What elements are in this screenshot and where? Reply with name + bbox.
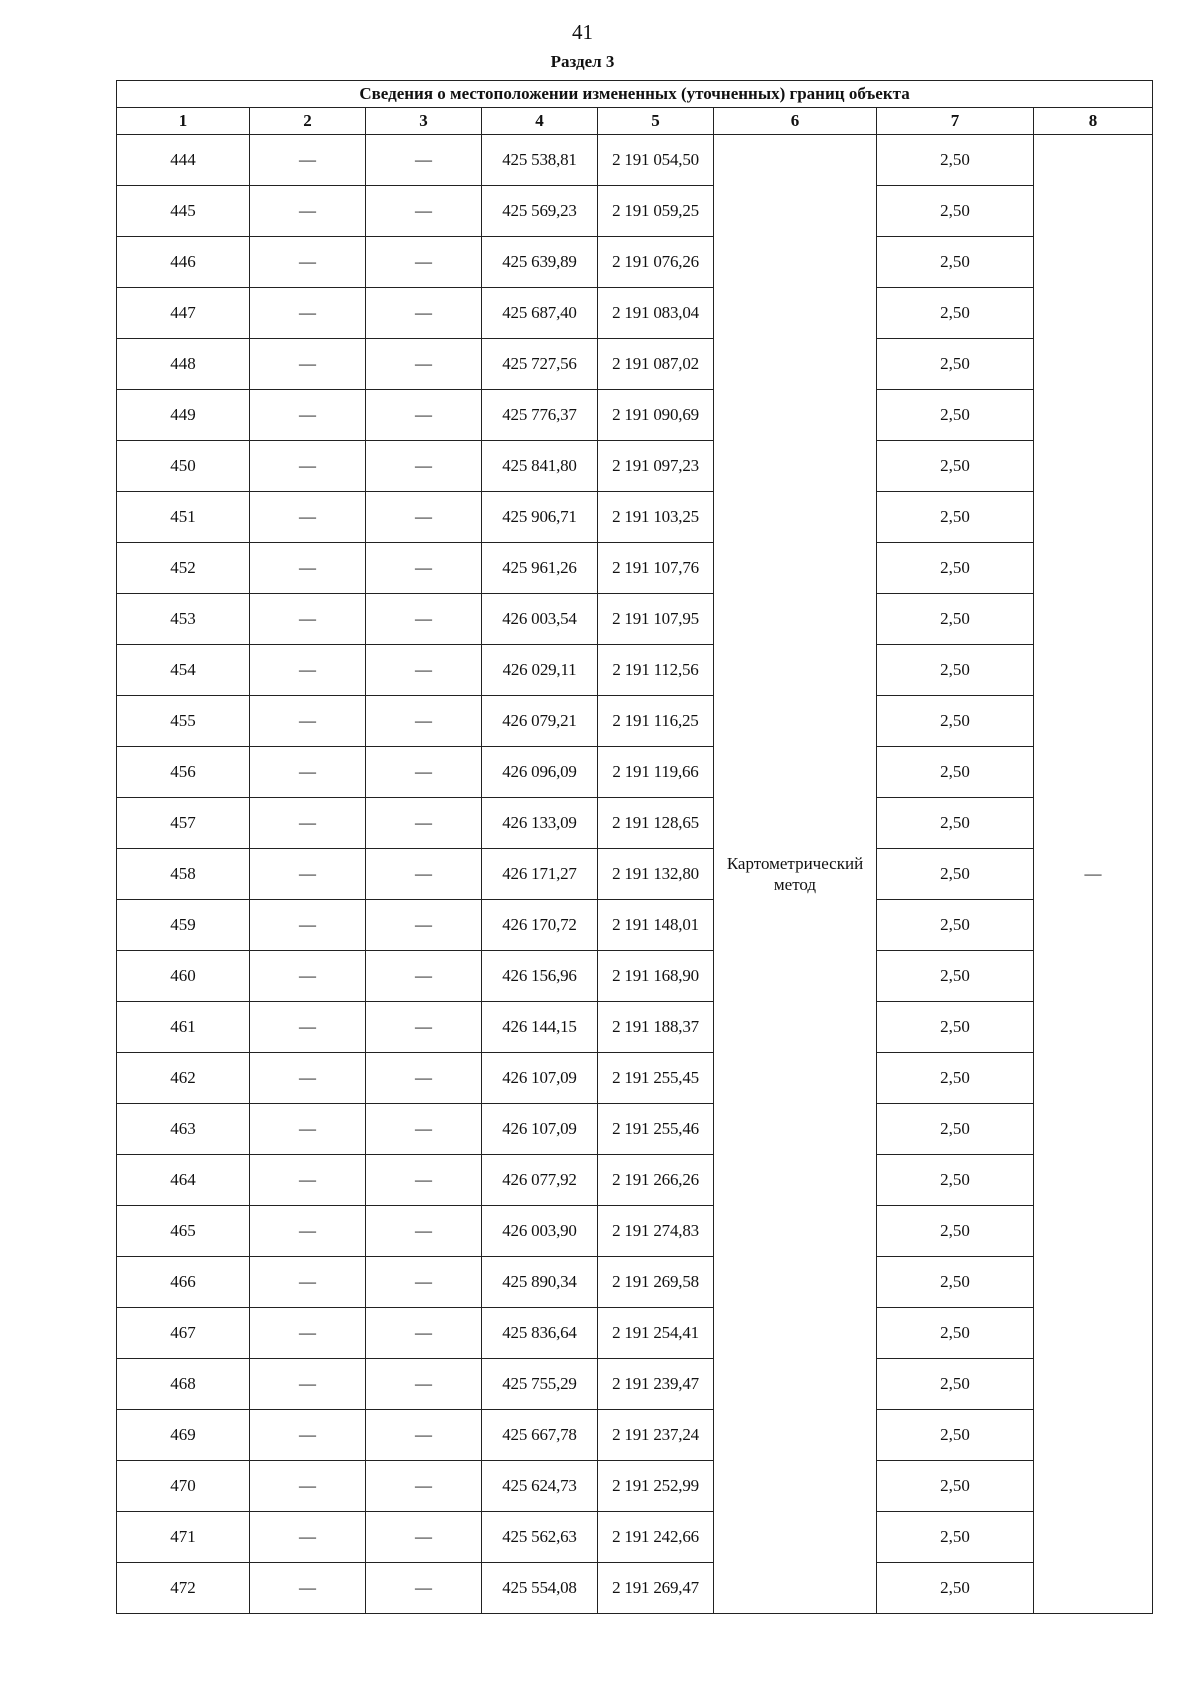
- section-title: Раздел 3: [550, 52, 615, 71]
- x-coordinate-cell: 425 906,71: [482, 492, 598, 543]
- point-number-cell: 452: [117, 543, 250, 594]
- x-coordinate-cell: 425 569,23: [482, 186, 598, 237]
- point-number-cell: 451: [117, 492, 250, 543]
- x-coordinate-cell: 426 170,72: [482, 900, 598, 951]
- y-coordinate-cell: 2 191 116,25: [598, 696, 714, 747]
- table-row: [117, 1257, 1153, 1308]
- accuracy-cell: 2,50: [877, 1155, 1034, 1206]
- table-row: [117, 186, 1153, 237]
- method-cell: Картометрический метод: [714, 135, 877, 1614]
- x-coordinate-cell: 425 755,29: [482, 1359, 598, 1410]
- y-coordinate-cell: 2 191 103,25: [598, 492, 714, 543]
- dash-cell: —: [366, 186, 482, 237]
- y-coordinate-cell: 2 191 239,47: [598, 1359, 714, 1410]
- dash-cell: —: [366, 951, 482, 1002]
- table-row: [117, 594, 1153, 645]
- accuracy-cell: 2,50: [877, 1257, 1034, 1308]
- dash-cell: —: [250, 390, 366, 441]
- accuracy-cell: 2,50: [877, 747, 1034, 798]
- table-row: [117, 1410, 1153, 1461]
- point-number-cell: 465: [117, 1206, 250, 1257]
- dash-cell: —: [366, 1308, 482, 1359]
- point-number-cell: 460: [117, 951, 250, 1002]
- column-number: 2: [250, 108, 366, 135]
- table-row: [117, 1053, 1153, 1104]
- dash-cell: —: [250, 1410, 366, 1461]
- table-row: [117, 1461, 1153, 1512]
- dash-cell: —: [366, 135, 482, 186]
- y-coordinate-cell: 2 191 188,37: [598, 1002, 714, 1053]
- boundary-coordinates-table: [116, 80, 1153, 1614]
- table-row: [117, 135, 1153, 186]
- dash-cell: —: [366, 1512, 482, 1563]
- point-number-cell: 454: [117, 645, 250, 696]
- point-number-cell: 462: [117, 1053, 250, 1104]
- dash-cell: —: [250, 1461, 366, 1512]
- point-number-cell: 458: [117, 849, 250, 900]
- table-row: [117, 1308, 1153, 1359]
- dash-cell: —: [366, 594, 482, 645]
- y-coordinate-cell: 2 191 076,26: [598, 237, 714, 288]
- table-caption: Сведения о местоположении измененных (уточненных) границ объекта: [117, 81, 1153, 108]
- table-caption-row: [117, 81, 1153, 108]
- dash-cell: —: [366, 237, 482, 288]
- y-coordinate-cell: 2 191 237,24: [598, 1410, 714, 1461]
- point-number-cell: 461: [117, 1002, 250, 1053]
- dash-cell: —: [250, 237, 366, 288]
- dash-cell: —: [366, 1053, 482, 1104]
- x-coordinate-cell: 425 961,26: [482, 543, 598, 594]
- dash-cell: —: [250, 135, 366, 186]
- dash-cell: —: [250, 1206, 366, 1257]
- x-coordinate-cell: 425 687,40: [482, 288, 598, 339]
- dash-cell: —: [366, 1461, 482, 1512]
- dash-cell: —: [366, 1002, 482, 1053]
- y-coordinate-cell: 2 191 128,65: [598, 798, 714, 849]
- dash-cell: —: [250, 645, 366, 696]
- accuracy-cell: 2,50: [877, 339, 1034, 390]
- table-row: [117, 747, 1153, 798]
- table-row: [117, 1206, 1153, 1257]
- point-number-cell: 457: [117, 798, 250, 849]
- accuracy-cell: 2,50: [877, 1308, 1034, 1359]
- table-row: [117, 849, 1153, 900]
- table-row: [117, 237, 1153, 288]
- table-row: [117, 1512, 1153, 1563]
- y-coordinate-cell: 2 191 242,66: [598, 1512, 714, 1563]
- dash-cell: —: [250, 543, 366, 594]
- dash-cell: —: [250, 339, 366, 390]
- accuracy-cell: 2,50: [877, 288, 1034, 339]
- y-coordinate-cell: 2 191 087,02: [598, 339, 714, 390]
- dash-cell: —: [250, 798, 366, 849]
- accuracy-cell: 2,50: [877, 1410, 1034, 1461]
- accuracy-cell: 2,50: [877, 441, 1034, 492]
- column-number: 1: [117, 108, 250, 135]
- dash-cell: —: [250, 1155, 366, 1206]
- table-row: [117, 1104, 1153, 1155]
- dash-cell: —: [366, 849, 482, 900]
- point-number-cell: 453: [117, 594, 250, 645]
- dash-cell: —: [366, 696, 482, 747]
- dash-cell: —: [366, 543, 482, 594]
- dash-cell: —: [366, 747, 482, 798]
- y-coordinate-cell: 2 191 097,23: [598, 441, 714, 492]
- accuracy-cell: 2,50: [877, 543, 1034, 594]
- dash-cell: —: [366, 441, 482, 492]
- accuracy-cell: 2,50: [877, 186, 1034, 237]
- y-coordinate-cell: 2 191 107,95: [598, 594, 714, 645]
- accuracy-cell: 2,50: [877, 492, 1034, 543]
- dash-cell: —: [250, 849, 366, 900]
- accuracy-cell: 2,50: [877, 237, 1034, 288]
- x-coordinate-cell: 425 639,89: [482, 237, 598, 288]
- x-coordinate-cell: 425 538,81: [482, 135, 598, 186]
- x-coordinate-cell: 426 077,92: [482, 1155, 598, 1206]
- table-row: [117, 492, 1153, 543]
- point-number-cell: 471: [117, 1512, 250, 1563]
- x-coordinate-cell: 425 554,08: [482, 1563, 598, 1614]
- table-row: [117, 951, 1153, 1002]
- x-coordinate-cell: 425 727,56: [482, 339, 598, 390]
- point-number-cell: 464: [117, 1155, 250, 1206]
- point-number-cell: 469: [117, 1410, 250, 1461]
- dash-cell: —: [250, 594, 366, 645]
- point-number-cell: 463: [117, 1104, 250, 1155]
- point-number-cell: 456: [117, 747, 250, 798]
- accuracy-cell: 2,50: [877, 1359, 1034, 1410]
- accuracy-cell: 2,50: [877, 594, 1034, 645]
- table-row: [117, 645, 1153, 696]
- table-row: [117, 339, 1153, 390]
- y-coordinate-cell: 2 191 119,66: [598, 747, 714, 798]
- dash-cell: —: [366, 1104, 482, 1155]
- dash-cell: —: [250, 1563, 366, 1614]
- table-row: [117, 1155, 1153, 1206]
- y-coordinate-cell: 2 191 168,90: [598, 951, 714, 1002]
- accuracy-cell: 2,50: [877, 900, 1034, 951]
- x-coordinate-cell: 426 003,54: [482, 594, 598, 645]
- column-number: 5: [598, 108, 714, 135]
- point-number-cell: 450: [117, 441, 250, 492]
- page-number: 41: [572, 20, 593, 44]
- x-coordinate-cell: 425 624,73: [482, 1461, 598, 1512]
- dash-cell: —: [250, 1359, 366, 1410]
- accuracy-cell: 2,50: [877, 1512, 1034, 1563]
- table-row: [117, 441, 1153, 492]
- y-coordinate-cell: 2 191 255,46: [598, 1104, 714, 1155]
- point-number-cell: 468: [117, 1359, 250, 1410]
- y-coordinate-cell: 2 191 107,76: [598, 543, 714, 594]
- point-number-cell: 446: [117, 237, 250, 288]
- dash-cell: —: [366, 1257, 482, 1308]
- column-number-row: [117, 108, 1153, 135]
- y-coordinate-cell: 2 191 059,25: [598, 186, 714, 237]
- table-row: [117, 798, 1153, 849]
- x-coordinate-cell: 425 562,63: [482, 1512, 598, 1563]
- point-number-cell: 447: [117, 288, 250, 339]
- y-coordinate-cell: 2 191 269,58: [598, 1257, 714, 1308]
- table-body: [117, 135, 1153, 1614]
- point-number-cell: 467: [117, 1308, 250, 1359]
- dash-cell: —: [366, 1563, 482, 1614]
- x-coordinate-cell: 426 171,27: [482, 849, 598, 900]
- accuracy-cell: 2,50: [877, 1053, 1034, 1104]
- accuracy-cell: 2,50: [877, 1563, 1034, 1614]
- dash-cell: —: [250, 900, 366, 951]
- dash-cell: —: [366, 1410, 482, 1461]
- x-coordinate-cell: 426 029,11: [482, 645, 598, 696]
- dash-cell: —: [250, 1308, 366, 1359]
- accuracy-cell: 2,50: [877, 798, 1034, 849]
- column-number: 8: [1034, 108, 1153, 135]
- dash-cell: —: [250, 1257, 366, 1308]
- point-number-cell: 444: [117, 135, 250, 186]
- x-coordinate-cell: 425 841,80: [482, 441, 598, 492]
- x-coordinate-cell: 425 890,34: [482, 1257, 598, 1308]
- y-coordinate-cell: 2 191 090,69: [598, 390, 714, 441]
- dash-cell: —: [366, 645, 482, 696]
- x-coordinate-cell: 425 667,78: [482, 1410, 598, 1461]
- column-number: 6: [714, 108, 877, 135]
- x-coordinate-cell: 426 156,96: [482, 951, 598, 1002]
- table-row: [117, 390, 1153, 441]
- column-number: 4: [482, 108, 598, 135]
- dash-cell: —: [366, 288, 482, 339]
- accuracy-cell: 2,50: [877, 390, 1034, 441]
- x-coordinate-cell: 425 776,37: [482, 390, 598, 441]
- x-coordinate-cell: 426 096,09: [482, 747, 598, 798]
- point-number-cell: 449: [117, 390, 250, 441]
- dash-cell: —: [366, 1359, 482, 1410]
- y-coordinate-cell: 2 191 255,45: [598, 1053, 714, 1104]
- point-number-cell: 472: [117, 1563, 250, 1614]
- column-number: 3: [366, 108, 482, 135]
- dash-cell: —: [250, 696, 366, 747]
- dash-cell: —: [366, 798, 482, 849]
- point-number-cell: 470: [117, 1461, 250, 1512]
- dash-cell: —: [250, 1104, 366, 1155]
- x-coordinate-cell: 426 133,09: [482, 798, 598, 849]
- x-coordinate-cell: 426 079,21: [482, 696, 598, 747]
- point-number-cell: 445: [117, 186, 250, 237]
- accuracy-cell: 2,50: [877, 1206, 1034, 1257]
- y-coordinate-cell: 2 191 148,01: [598, 900, 714, 951]
- dash-cell: —: [366, 390, 482, 441]
- table-row: [117, 900, 1153, 951]
- y-coordinate-cell: 2 191 252,99: [598, 1461, 714, 1512]
- dash-cell: —: [250, 186, 366, 237]
- dash-cell: —: [366, 1206, 482, 1257]
- dash-cell: —: [250, 951, 366, 1002]
- dash-cell: —: [366, 1155, 482, 1206]
- table-row: [117, 288, 1153, 339]
- y-coordinate-cell: 2 191 054,50: [598, 135, 714, 186]
- y-coordinate-cell: 2 191 254,41: [598, 1308, 714, 1359]
- dash-cell: —: [250, 1002, 366, 1053]
- table-row: [117, 1563, 1153, 1614]
- accuracy-cell: 2,50: [877, 696, 1034, 747]
- accuracy-cell: 2,50: [877, 1002, 1034, 1053]
- y-coordinate-cell: 2 191 112,56: [598, 645, 714, 696]
- accuracy-cell: 2,50: [877, 1104, 1034, 1155]
- x-coordinate-cell: 426 107,09: [482, 1104, 598, 1155]
- point-number-cell: 466: [117, 1257, 250, 1308]
- dash-cell: —: [366, 339, 482, 390]
- point-number-cell: 448: [117, 339, 250, 390]
- dash-cell: —: [250, 747, 366, 798]
- accuracy-cell: 2,50: [877, 849, 1034, 900]
- column-8-cell: —: [1034, 135, 1153, 1614]
- accuracy-cell: 2,50: [877, 951, 1034, 1002]
- dash-cell: —: [250, 288, 366, 339]
- table-row: [117, 1359, 1153, 1410]
- dash-cell: —: [250, 1053, 366, 1104]
- x-coordinate-cell: 426 144,15: [482, 1002, 598, 1053]
- dash-cell: —: [366, 900, 482, 951]
- x-coordinate-cell: 426 107,09: [482, 1053, 598, 1104]
- table-row: [117, 696, 1153, 747]
- dash-cell: —: [250, 441, 366, 492]
- table-row: [117, 1002, 1153, 1053]
- y-coordinate-cell: 2 191 274,83: [598, 1206, 714, 1257]
- y-coordinate-cell: 2 191 083,04: [598, 288, 714, 339]
- y-coordinate-cell: 2 191 132,80: [598, 849, 714, 900]
- accuracy-cell: 2,50: [877, 645, 1034, 696]
- accuracy-cell: 2,50: [877, 135, 1034, 186]
- y-coordinate-cell: 2 191 266,26: [598, 1155, 714, 1206]
- point-number-cell: 459: [117, 900, 250, 951]
- column-number: 7: [877, 108, 1034, 135]
- x-coordinate-cell: 425 836,64: [482, 1308, 598, 1359]
- dash-cell: —: [366, 492, 482, 543]
- point-number-cell: 455: [117, 696, 250, 747]
- dash-cell: —: [250, 1512, 366, 1563]
- x-coordinate-cell: 426 003,90: [482, 1206, 598, 1257]
- y-coordinate-cell: 2 191 269,47: [598, 1563, 714, 1614]
- dash-cell: —: [250, 492, 366, 543]
- accuracy-cell: 2,50: [877, 1461, 1034, 1512]
- table-row: [117, 543, 1153, 594]
